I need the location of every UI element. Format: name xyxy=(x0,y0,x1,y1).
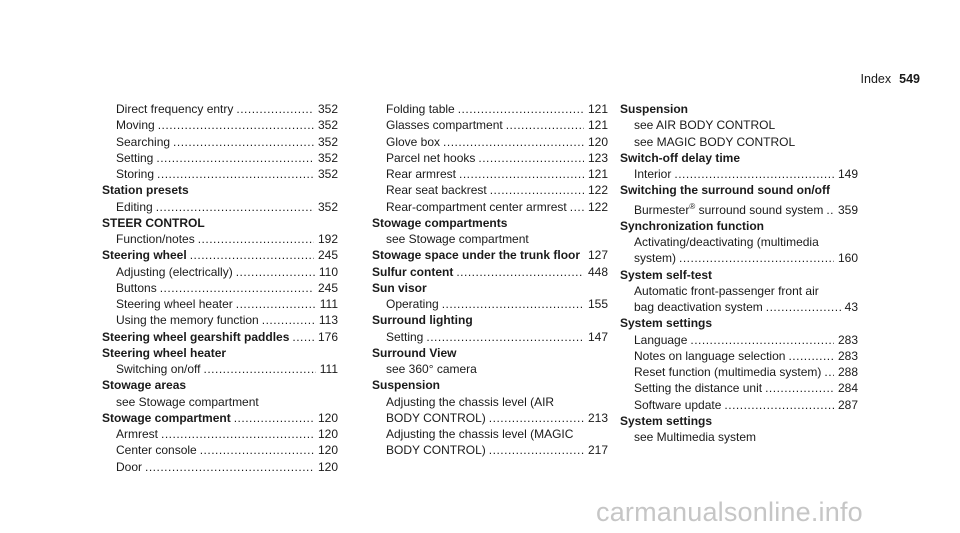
index-subentry xyxy=(102,296,338,312)
leader-dots xyxy=(489,442,584,458)
entry-text: System settings xyxy=(620,413,713,428)
page-reference: 120 xyxy=(317,459,338,474)
entry-text: Adjusting the chassis level (AIR xyxy=(386,394,555,409)
index-subentry xyxy=(620,348,858,364)
leader-dots xyxy=(506,117,584,133)
page-reference: 120 xyxy=(317,427,338,441)
page-reference: 352 xyxy=(317,102,338,116)
entry-text: Interior xyxy=(634,167,672,181)
leader-dots xyxy=(160,280,314,296)
leader-dots xyxy=(156,150,314,166)
header-title: Index xyxy=(860,72,892,86)
index-subentry xyxy=(372,426,608,442)
leader-dots xyxy=(724,397,834,413)
page-reference: 120 xyxy=(587,134,608,149)
index-subentry xyxy=(620,166,858,182)
page-reference: 121 xyxy=(587,118,608,133)
index-entry xyxy=(372,264,608,280)
page-reference: 43 xyxy=(844,300,858,314)
leader-dots xyxy=(236,264,315,280)
index-subentry xyxy=(372,101,608,117)
page-reference: 113 xyxy=(318,313,338,328)
index-entry xyxy=(372,247,608,263)
leader-dots xyxy=(766,299,841,315)
index-entry xyxy=(620,315,858,331)
entry-text: Surround View xyxy=(372,345,457,360)
entry-text: Buttons xyxy=(116,280,157,295)
page-reference: 217 xyxy=(587,443,608,458)
leader-dots xyxy=(292,329,314,345)
entry-text: Glasses compartment xyxy=(386,118,503,133)
entry-text: Rear seat backrest xyxy=(386,183,487,198)
index-entry xyxy=(372,215,608,231)
index-subentry xyxy=(620,234,858,250)
leader-dots xyxy=(458,101,584,117)
entry-text: Station presets xyxy=(102,183,189,198)
entry-text: Setting xyxy=(386,329,424,344)
index-subentry xyxy=(102,442,338,458)
page-reference: 284 xyxy=(837,381,858,396)
index-subentry xyxy=(372,182,608,198)
leader-dots xyxy=(234,410,314,426)
index-subentry xyxy=(620,283,858,299)
entry-text: Rear armrest xyxy=(386,167,457,181)
entry-text: Steering wheel heater xyxy=(116,297,233,311)
leader-dots xyxy=(236,296,316,312)
leader-dots xyxy=(490,182,584,198)
index-subentry xyxy=(372,134,608,150)
index-subentry xyxy=(620,380,858,396)
index-entry xyxy=(102,377,338,393)
leader-dots xyxy=(788,348,834,364)
entry-text: see MAGIC BODY CONTROL xyxy=(634,134,796,149)
index-entry xyxy=(372,377,608,393)
leader-dots xyxy=(583,247,584,263)
index-subentry xyxy=(102,199,338,215)
index-column-1 xyxy=(102,101,338,475)
index-subentry xyxy=(102,426,338,442)
entry-text: Adjusting the chassis level (MAGIC xyxy=(386,427,574,441)
leader-dots xyxy=(459,166,584,182)
page-reference: 121 xyxy=(587,167,608,181)
index-entry xyxy=(620,101,858,117)
page-reference: 110 xyxy=(318,264,338,279)
entry-text: Reset function (multimedia system) xyxy=(634,365,822,379)
entry-text: Software update xyxy=(634,397,722,412)
index-subentry xyxy=(620,199,858,218)
index-subentry xyxy=(102,101,338,117)
entry-text: Adjusting (electrically) xyxy=(116,264,233,279)
index-entry xyxy=(372,312,608,328)
entry-text: Glove box xyxy=(386,134,441,149)
entry-text: Rear-compartment center armrest xyxy=(386,199,567,214)
page-number: 549 xyxy=(899,72,920,86)
entry-text: Steering wheel heater xyxy=(102,345,227,360)
entry-text: System settings xyxy=(620,316,713,331)
entry-text: Moving xyxy=(116,118,155,133)
index-entry xyxy=(620,182,858,198)
leader-dots xyxy=(190,247,314,263)
index-subentry xyxy=(372,166,608,182)
entry-text: see Stowage compartment xyxy=(116,394,259,409)
index-subentry xyxy=(102,280,338,296)
index-entry xyxy=(102,215,338,231)
leader-dots xyxy=(158,117,314,133)
leader-dots xyxy=(236,101,314,117)
entry-text: Armrest xyxy=(116,427,158,441)
index-subentry xyxy=(102,134,338,150)
entry-text: Stowage compartments xyxy=(372,215,508,230)
index-entry xyxy=(372,345,608,361)
page-reference: 283 xyxy=(837,332,858,347)
index-entry xyxy=(102,182,338,198)
index-subentry xyxy=(620,250,858,266)
page-reference: 245 xyxy=(317,280,338,295)
index-entry xyxy=(620,218,858,234)
entry-text: see Stowage compartment xyxy=(386,232,529,246)
leader-dots xyxy=(443,134,584,150)
leader-dots xyxy=(826,202,834,218)
page-reference: 287 xyxy=(837,397,858,412)
page-reference: 122 xyxy=(587,199,608,214)
index-subentry xyxy=(102,264,338,280)
leader-dots xyxy=(489,410,584,426)
entry-text: Switching on/off xyxy=(116,362,201,376)
index-subentry xyxy=(102,459,338,475)
leader-dots xyxy=(198,231,314,247)
leader-dots xyxy=(161,426,314,442)
entry-text: Folding table xyxy=(386,102,455,116)
index-entry xyxy=(102,329,338,345)
entry-text: see Multimedia system xyxy=(634,430,757,444)
leader-dots xyxy=(204,361,316,377)
index-subentry xyxy=(102,361,338,377)
entry-text: Switching the surround sound on/off xyxy=(620,183,830,198)
entry-text: Operating xyxy=(386,297,439,311)
leader-dots xyxy=(679,250,834,266)
page-reference: 176 xyxy=(317,329,338,344)
page-reference: 111 xyxy=(319,362,338,376)
entry-text: Door xyxy=(116,459,143,474)
entry-text: Switch-off delay time xyxy=(620,150,741,165)
entry-text: Steering wheel xyxy=(102,248,187,263)
index-subentry xyxy=(102,394,338,410)
index-subentry xyxy=(620,429,858,445)
entry-text: Steering wheel gearshift paddles xyxy=(102,329,290,344)
index-entry xyxy=(102,247,338,263)
index-entry xyxy=(620,150,858,166)
entry-text: see 360° camera xyxy=(386,362,477,376)
index-entry xyxy=(620,413,858,429)
entry-text: BODY CONTROL) xyxy=(386,443,486,458)
entry-text: Notes on language selection xyxy=(634,348,786,363)
index-subentry xyxy=(620,134,858,150)
index-subentry xyxy=(620,332,858,348)
leader-dots xyxy=(478,150,584,166)
entry-text: bag deactivation system xyxy=(634,300,763,314)
page-reference: 111 xyxy=(319,297,338,311)
leader-dots xyxy=(200,442,314,458)
index-subentry xyxy=(620,117,858,133)
entry-text: Searching xyxy=(116,134,171,149)
page-reference: 160 xyxy=(837,251,858,266)
page-reference: 359 xyxy=(837,202,858,217)
index-subentry xyxy=(372,329,608,345)
entry-text: Suspension xyxy=(372,378,441,393)
page-reference: 352 xyxy=(317,150,338,165)
entry-text: Stowage space under the trunk floor xyxy=(372,248,581,263)
page-reference: 155 xyxy=(587,297,608,311)
leader-dots xyxy=(173,134,314,150)
index-subentry xyxy=(372,410,608,426)
page-reference: 283 xyxy=(837,348,858,363)
entry-text: Stowage areas xyxy=(102,378,187,393)
page-reference: 147 xyxy=(587,329,608,344)
index-column-3 xyxy=(620,101,858,445)
leader-dots xyxy=(570,199,584,215)
entry-text: Sulfur content xyxy=(372,264,454,279)
page-reference: 192 xyxy=(317,232,338,246)
index-entry xyxy=(102,345,338,361)
leader-dots xyxy=(145,459,314,475)
index-subentry xyxy=(620,299,858,315)
page-reference: 121 xyxy=(587,102,608,116)
index-entry xyxy=(102,410,338,426)
leader-dots xyxy=(456,264,584,280)
leader-dots xyxy=(157,166,314,182)
page-reference: 120 xyxy=(317,410,338,425)
index-entry xyxy=(620,267,858,283)
page-reference: 352 xyxy=(317,167,338,181)
entry-text: Synchronization function xyxy=(620,218,764,233)
entry-text: Activating/deactivating (multimedia xyxy=(634,235,819,249)
index-column-2 xyxy=(372,101,608,459)
entry-text: Direct frequency entry xyxy=(116,102,234,116)
page-reference: 123 xyxy=(587,150,608,165)
page-reference: 127 xyxy=(587,248,608,263)
entry-text: Suspension xyxy=(620,102,689,116)
entry-text: Parcel net hooks xyxy=(386,150,476,165)
leader-dots xyxy=(765,380,834,396)
index-subentry xyxy=(102,231,338,247)
entry-text: Storing xyxy=(116,167,155,181)
entry-text: Using the memory function xyxy=(116,313,259,328)
index-subentry xyxy=(102,312,338,328)
index-subentry xyxy=(102,166,338,182)
leader-dots xyxy=(156,199,314,215)
page-reference: 245 xyxy=(317,248,338,263)
entry-text: Setting the distance unit xyxy=(634,381,763,396)
entry-text: System self-test xyxy=(620,267,713,282)
entry-text: Center console xyxy=(116,443,197,458)
page-reference: 352 xyxy=(317,118,338,133)
leader-dots xyxy=(426,329,584,345)
page-reference: 122 xyxy=(587,183,608,198)
page-reference: 352 xyxy=(317,199,338,214)
index-subentry xyxy=(372,394,608,410)
entry-text: system) xyxy=(634,251,676,266)
entry-text: Language xyxy=(634,332,688,347)
watermark: carmanualsonline.info xyxy=(596,497,863,527)
index-subentry xyxy=(372,150,608,166)
index-subentry xyxy=(102,150,338,166)
page-reference: 352 xyxy=(317,134,338,149)
index-subentry xyxy=(102,117,338,133)
page-reference: 149 xyxy=(837,167,858,181)
leader-dots xyxy=(442,296,584,312)
index-subentry xyxy=(620,364,858,380)
page-reference: 213 xyxy=(587,410,608,425)
leader-dots xyxy=(690,332,834,348)
index-subentry xyxy=(372,199,608,215)
entry-text: Stowage compartment xyxy=(102,410,231,425)
leader-dots xyxy=(262,312,315,328)
page-header xyxy=(861,72,920,86)
page-reference: 448 xyxy=(587,264,608,279)
entry-text: Automatic front-passenger front air xyxy=(634,283,819,298)
index-subentry xyxy=(620,397,858,413)
index-subentry xyxy=(372,361,608,377)
leader-dots xyxy=(674,166,834,182)
entry-text: Surround lighting xyxy=(372,313,473,328)
index-subentry xyxy=(372,231,608,247)
index-subentry xyxy=(372,117,608,133)
entry-text: Burmester® surround sound system xyxy=(634,201,824,217)
index-subentry xyxy=(372,296,608,312)
index-subentry xyxy=(372,442,608,458)
leader-dots xyxy=(824,364,834,380)
entry-text: Editing xyxy=(116,199,153,214)
entry-text: Sun visor xyxy=(372,280,427,295)
entry-text: BODY CONTROL) xyxy=(386,410,486,425)
page-reference: 288 xyxy=(837,365,858,379)
entry-text: Setting xyxy=(116,150,154,165)
entry-text: see AIR BODY CONTROL xyxy=(634,118,776,133)
page-reference: 120 xyxy=(317,443,338,458)
entry-text: Function/notes xyxy=(116,232,195,246)
index-entry xyxy=(372,280,608,296)
entry-text: STEER CONTROL xyxy=(102,215,205,230)
